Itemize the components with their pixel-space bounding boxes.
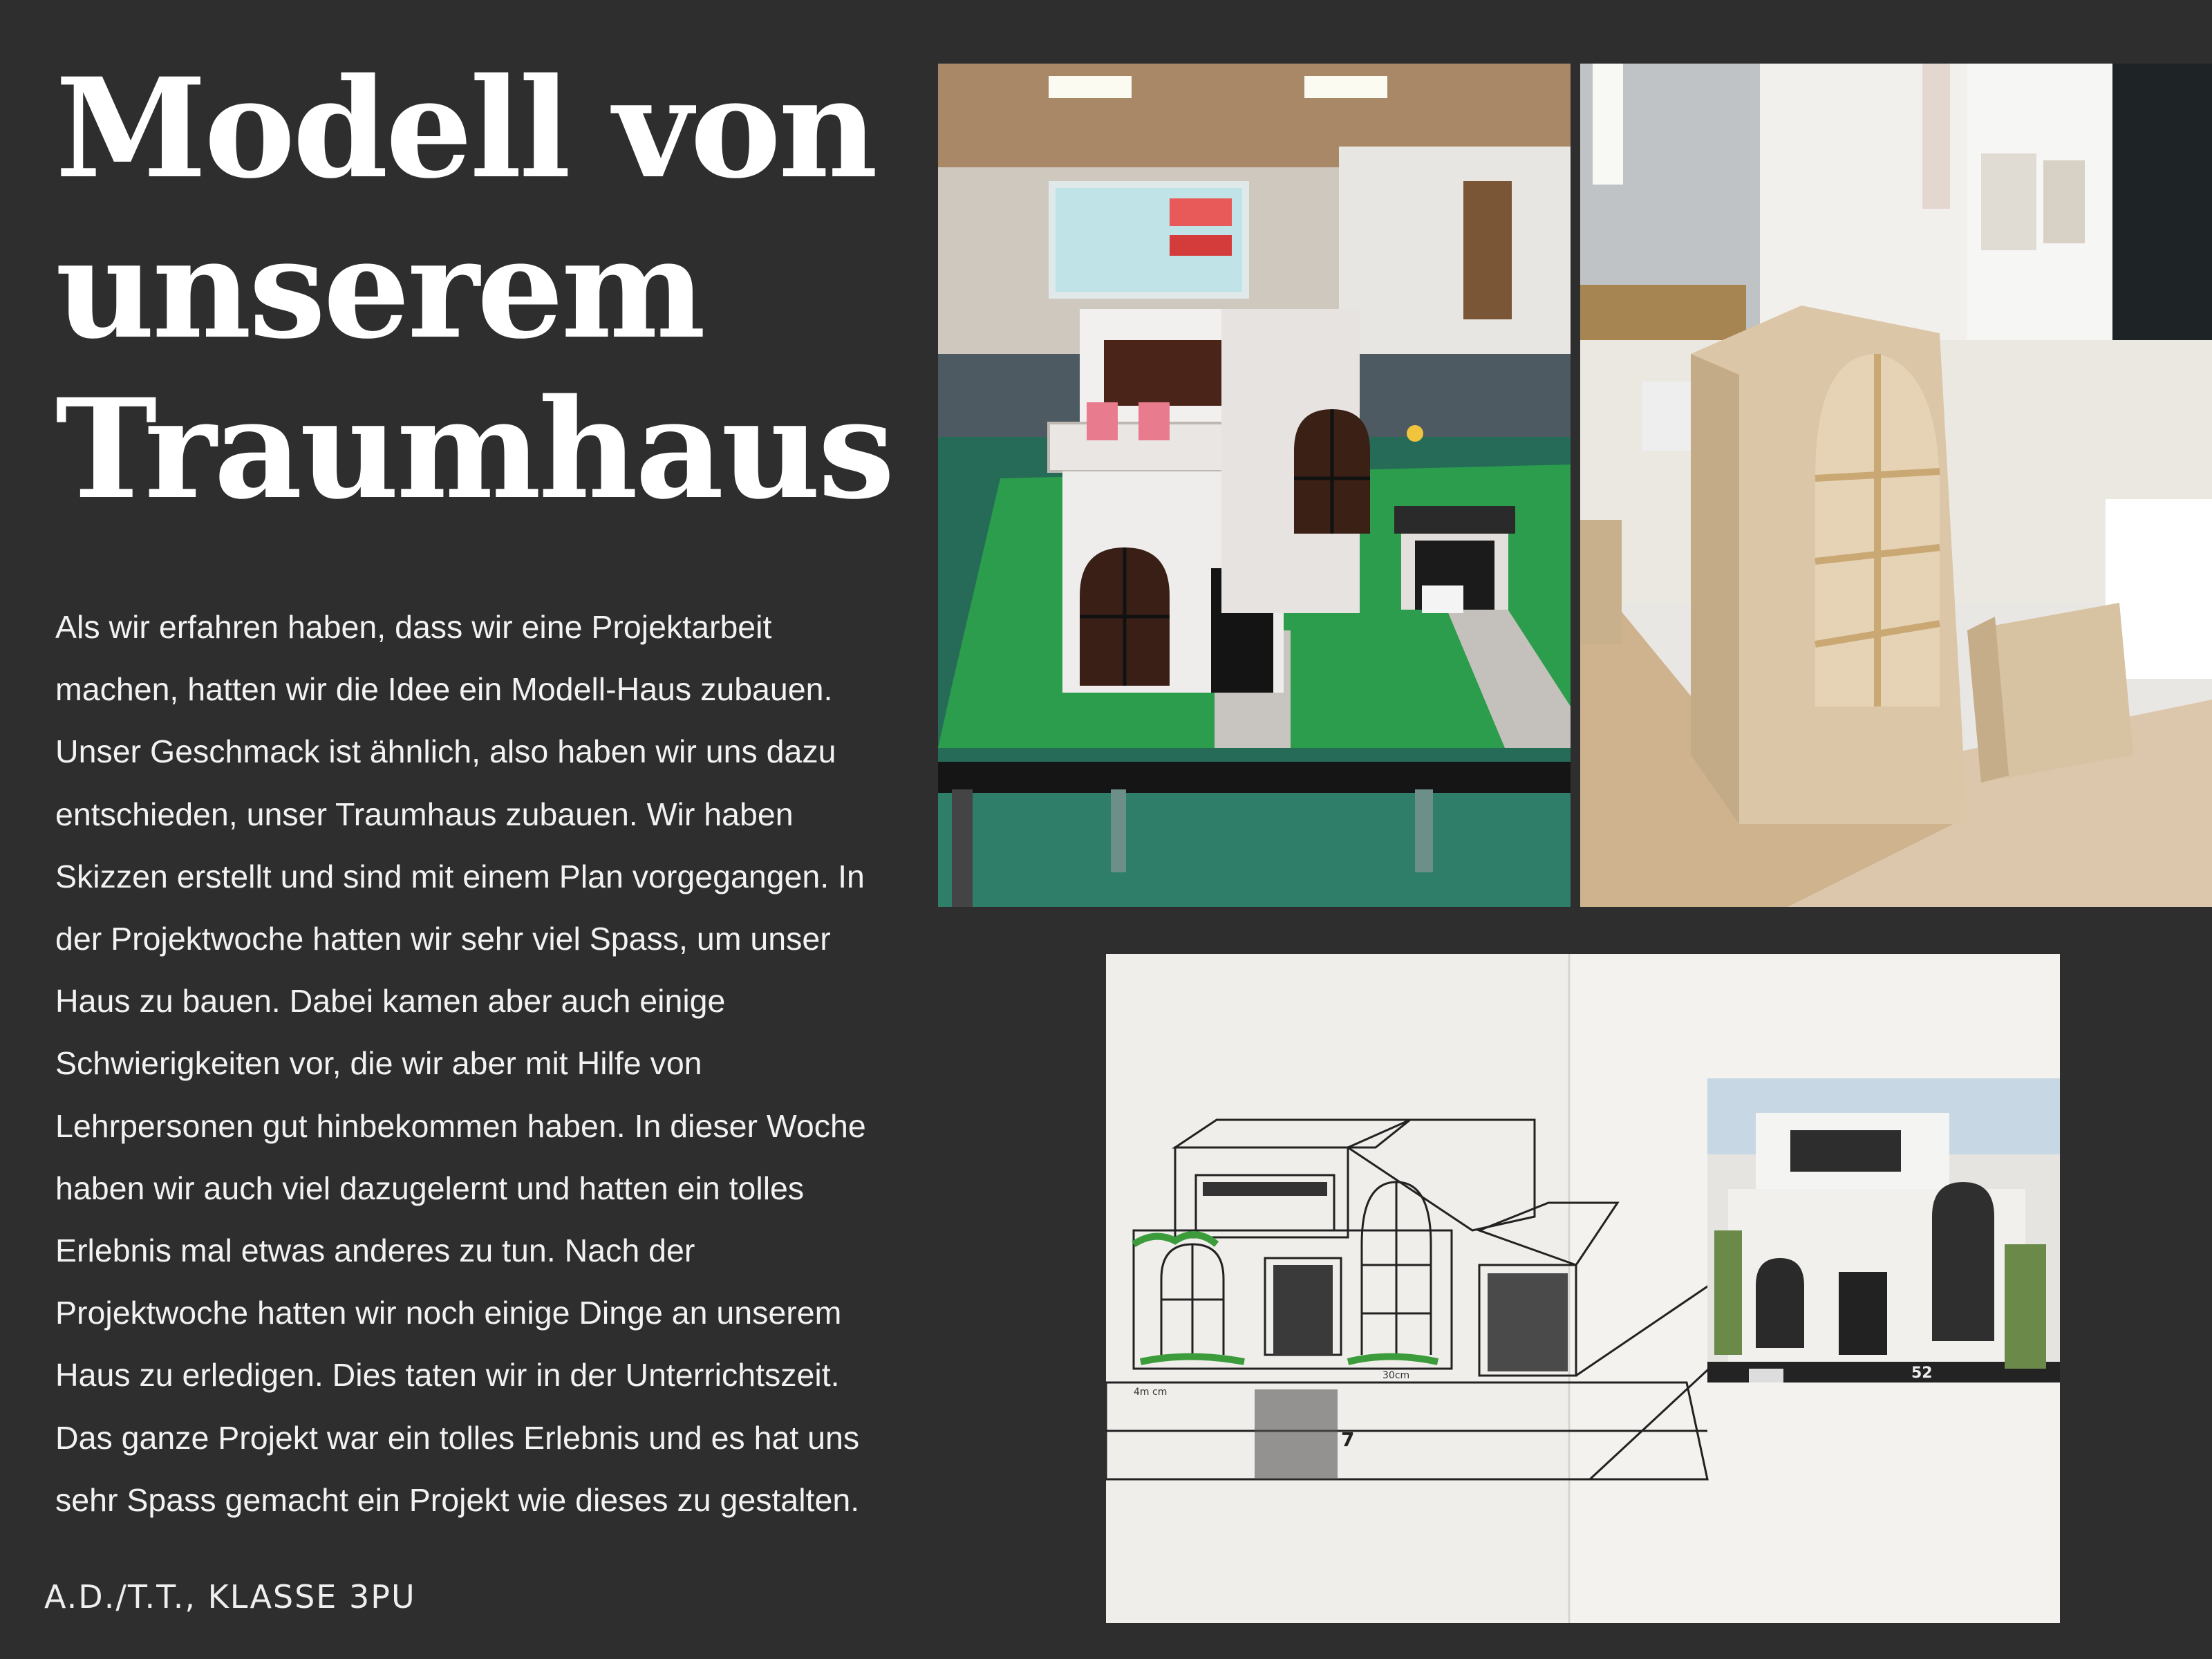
title-line: Traumhaus bbox=[55, 368, 892, 529]
model-house-illustration bbox=[938, 64, 1571, 907]
author-credit: A.D./T.T., KLASSE 3PU bbox=[44, 1578, 416, 1615]
body-line: Haus zu erledigen. Dies taten wir in der Unterrichtszeit. bbox=[55, 1357, 840, 1394]
page-title bbox=[55, 48, 926, 529]
sketch-house-number: 7 bbox=[1341, 1428, 1355, 1451]
body-line: Das ganze Projekt war ein tolles Erlebnis und es hat uns bbox=[55, 1419, 860, 1456]
sketch-photo bbox=[1106, 954, 2060, 1623]
wooden-model-illustration bbox=[1580, 64, 2212, 907]
body-line: sehr Spass gemacht ein Projekt wie dieses zu gestalten. bbox=[55, 1481, 860, 1518]
body-paragraph bbox=[55, 596, 947, 1531]
body-line: Lehrpersonen gut hinbekommen haben. In dieser Woche bbox=[55, 1107, 866, 1144]
body-line: entschieden, unser Traumhaus zubauen. Wir haben bbox=[55, 796, 794, 832]
body-line: machen, hatten wir die Idee ein Modell-Haus zubauen. bbox=[55, 671, 833, 708]
body-line: Projektwoche hatten wir noch einige Dinge an unserem bbox=[55, 1295, 842, 1331]
body-line: Schwierigkeiten vor, die wir aber mit Hilfe von bbox=[55, 1045, 702, 1082]
reference-house-photo bbox=[1707, 1078, 2060, 1382]
title-line: unserem bbox=[55, 208, 704, 369]
sketch-dim-left: 4m cm bbox=[1134, 1387, 1168, 1398]
body-line: Haus zu bauen. Dabei kamen aber auch einige bbox=[55, 983, 726, 1020]
sketch-illustration bbox=[1106, 954, 2060, 1623]
body-line: Erlebnis mal etwas anderes zu tun. Nach der bbox=[55, 1232, 695, 1269]
title-line: Modell von bbox=[55, 48, 876, 209]
body-line: Als wir erfahren haben, dass wir eine Projektarbeit bbox=[55, 609, 772, 645]
body-line: Skizzen erstellt und sind mit einem Plan vorgegangen. In bbox=[55, 858, 865, 894]
body-line: Unser Geschmack ist ähnlich, also haben wir uns dazu bbox=[55, 733, 836, 770]
wooden-model-photo bbox=[1580, 64, 2212, 907]
sketch-dim-right: 30cm bbox=[1382, 1370, 1410, 1381]
body-line: der Projektwoche hatten wir sehr viel Spass, um unser bbox=[55, 921, 831, 957]
body-line: haben wir auch viel dazugelernt und hatten ein tolles bbox=[55, 1170, 805, 1206]
reference-house-number: 52 bbox=[1911, 1365, 1933, 1382]
model-house-photo bbox=[938, 64, 1571, 907]
